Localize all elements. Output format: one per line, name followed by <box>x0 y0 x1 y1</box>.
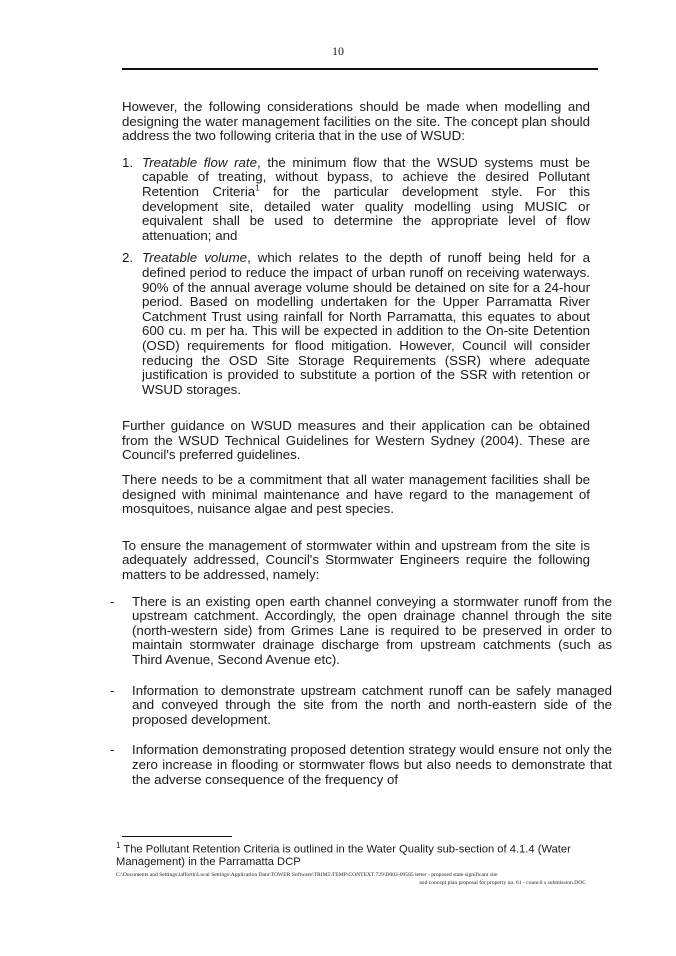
criteria-number: 2. <box>122 250 134 266</box>
file-path-footer <box>116 871 586 887</box>
criteria-list <box>122 156 590 398</box>
footnote-text: The Pollutant Retention Criteria is outlined in the Water Quality sub-section of 4.1.4 (Water Management) in the Parramatta DCP <box>116 843 571 869</box>
dash-bullet: - <box>110 593 115 609</box>
guidance-paragraph: Further guidance on WSUD measures and their application can be obtained from the WSUD Technical Guidelines for Western Sydney (2004). These are Council's preferred guidelines. <box>122 418 590 463</box>
criteria-text-cont: for the particular development style. For this development site, detailed water quality modelling using MUSIC or equivalent shall be used to determine the appropriate level of flow attenuation; and <box>142 183 590 243</box>
matters-item <box>110 743 612 787</box>
file-path-line-1: C:\Documents and Settings\lafforth\Local Settings\Application Data\TOWER Software\TRIM5\TEMP\CONTEXT.729\D003-09585 letter - proposed state significant site <box>116 872 498 878</box>
matters-text: Information demonstrating proposed detention strategy would ensure not only the zero increase in flooding or stormwater flows but also needs to demonstrate that the adverse consequence of the frequency of <box>132 742 612 787</box>
dash-bullet: - <box>110 682 115 698</box>
footnote-mark: 1 <box>116 841 121 850</box>
criteria-item <box>122 156 590 244</box>
criteria-text: , which relates to the depth of runoff being held for a defined period to reduce the impact of urban runoff on receiving waterways. 90% of the annual average volume should be detained on site for a 24-hour period. Based on modelling undertaken for the Upper Parramatta River Catchment Trust using rainfall for North Parramatta, this equates to about 600 cu. m per ha. This will be expected in addition to the On-site Detention (OSD) requirements for flood mitigation. However, Council will consider reducing the OSD Site Storage Requirements (SSR) where adequate justification is provided to substitute a portion of the SSR with retention or WSUD storages. <box>142 250 590 397</box>
matters-item <box>110 595 612 668</box>
page-number: 10 <box>332 44 344 58</box>
criteria-term: Treatable volume <box>142 250 248 266</box>
header-rule <box>122 68 598 70</box>
criteria-item <box>122 251 590 397</box>
commitment-paragraph: There needs to be a commitment that all water management facilities shall be designed with minimal maintenance and have regard to the management of mosquitoes, nuisance algae and pest species. <box>122 472 590 517</box>
file-path-line-2: and concept plan proposal for property no. 61 - council s submission.DOC <box>419 880 586 886</box>
footnote-rule <box>122 836 232 837</box>
footnote-reference[interactable]: 1 <box>255 183 260 193</box>
matters-text: There is an existing open earth channel conveying a stormwater runoff from the upstream catchment. Accordingly, the open drainage channel through the site (north-western side) from Grimes Lane is required to be preserved in order to maintain stormwater drainage discharge from upstream catchments (such as Third Avenue, Second Avenue etc). <box>132 593 612 667</box>
footnote <box>116 840 596 869</box>
criteria-term: Treatable flow rate <box>142 154 257 170</box>
intro-paragraph: However, the following considerations should be made when modelling and designing the water management facilities on the site. The concept plan should address the two following criteria that in the use of WSUD: <box>122 99 590 144</box>
criteria-number: 1. <box>122 154 134 170</box>
document-body <box>110 99 612 803</box>
matters-text: Information to demonstrate upstream catchment runoff can be safely managed and conveyed through the site from the north and north-eastern side of the proposed development. <box>132 682 612 727</box>
matters-item <box>110 684 612 728</box>
criteria-text: , the minimum flow that the WSUD systems must be capable of treating, without bypass, to achieve the desired Pollutant Retention Criteria <box>142 154 591 199</box>
dash-bullet: - <box>110 742 115 758</box>
matters-list <box>110 593 612 788</box>
ensure-paragraph: To ensure the management of stormwater within and upstream from the site is adequately addressed, Council's Stormwater Engineers require the following matters to be addressed, namely: <box>122 537 590 583</box>
